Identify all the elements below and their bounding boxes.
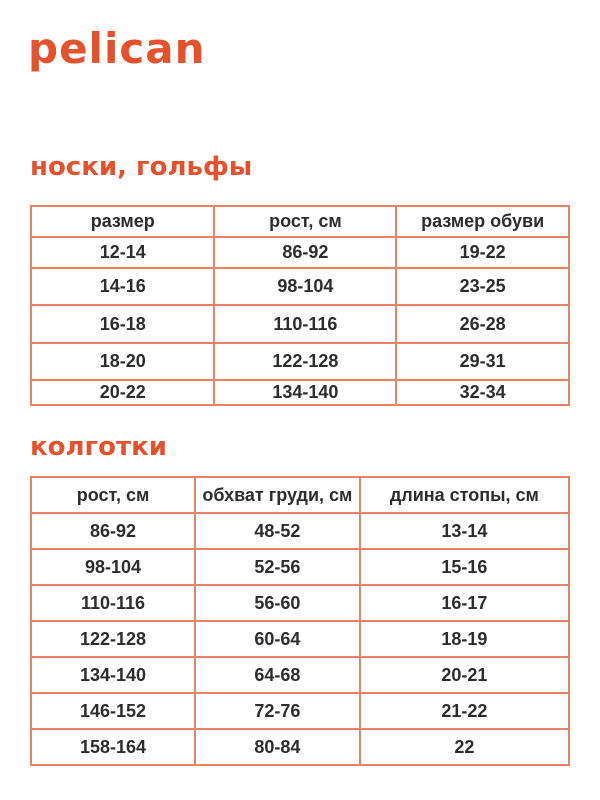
brand-logo: pelican: [28, 24, 206, 73]
table-cell: 56-60: [195, 585, 360, 621]
table-cell: 13-14: [360, 513, 569, 549]
column-header-height: рост, см: [31, 477, 195, 513]
column-header-height: рост, см: [214, 206, 396, 237]
tights-size-table: [30, 476, 570, 766]
table-row: [31, 305, 569, 343]
column-header-foot-length: длина стопы, см: [360, 477, 569, 513]
table-row: [31, 380, 569, 405]
table-cell: 26-28: [396, 305, 569, 343]
table-cell: 72-76: [195, 693, 360, 729]
socks-size-table: [30, 205, 570, 406]
table-cell: 12-14: [31, 237, 214, 268]
table-cell: 86-92: [214, 237, 396, 268]
table-row: [31, 343, 569, 380]
column-header-shoe-size: размер обуви: [396, 206, 569, 237]
table-cell: 134-140: [214, 380, 396, 405]
table-cell: 86-92: [31, 513, 195, 549]
table-header-row: [31, 206, 569, 237]
table-cell: 18-20: [31, 343, 214, 380]
table-row: [31, 237, 569, 268]
table-cell: 158-164: [31, 729, 195, 765]
table-cell: 60-64: [195, 621, 360, 657]
table-cell: 22: [360, 729, 569, 765]
table-row: [31, 549, 569, 585]
table-cell: 64-68: [195, 657, 360, 693]
table-cell: 16-17: [360, 585, 569, 621]
table-row: [31, 513, 569, 549]
table-cell: 98-104: [214, 268, 396, 305]
table-cell: 52-56: [195, 549, 360, 585]
column-header-size: размер: [31, 206, 214, 237]
table-cell: 19-22: [396, 237, 569, 268]
table-cell: 110-116: [214, 305, 396, 343]
section-title-tights: колготки: [30, 432, 167, 462]
table-row: [31, 268, 569, 305]
table-cell: 122-128: [214, 343, 396, 380]
table-cell: 23-25: [396, 268, 569, 305]
table-cell: 110-116: [31, 585, 195, 621]
table-row: [31, 621, 569, 657]
table-cell: 18-19: [360, 621, 569, 657]
table-cell: 14-16: [31, 268, 214, 305]
table-cell: 48-52: [195, 513, 360, 549]
table-cell: 16-18: [31, 305, 214, 343]
section-title-socks: носки, гольфы: [30, 152, 253, 182]
column-header-chest: обхват груди, см: [195, 477, 360, 513]
table-cell: 122-128: [31, 621, 195, 657]
table-cell: 29-31: [396, 343, 569, 380]
table-cell: 80-84: [195, 729, 360, 765]
table-row: [31, 729, 569, 765]
table-cell: 20-21: [360, 657, 569, 693]
table-cell: 32-34: [396, 380, 569, 405]
table-cell: 15-16: [360, 549, 569, 585]
table-header-row: [31, 477, 569, 513]
table-cell: 20-22: [31, 380, 214, 405]
table-cell: 146-152: [31, 693, 195, 729]
table-row: [31, 657, 569, 693]
table-row: [31, 693, 569, 729]
table-cell: 98-104: [31, 549, 195, 585]
table-row: [31, 585, 569, 621]
table-cell: 21-22: [360, 693, 569, 729]
table-cell: 134-140: [31, 657, 195, 693]
